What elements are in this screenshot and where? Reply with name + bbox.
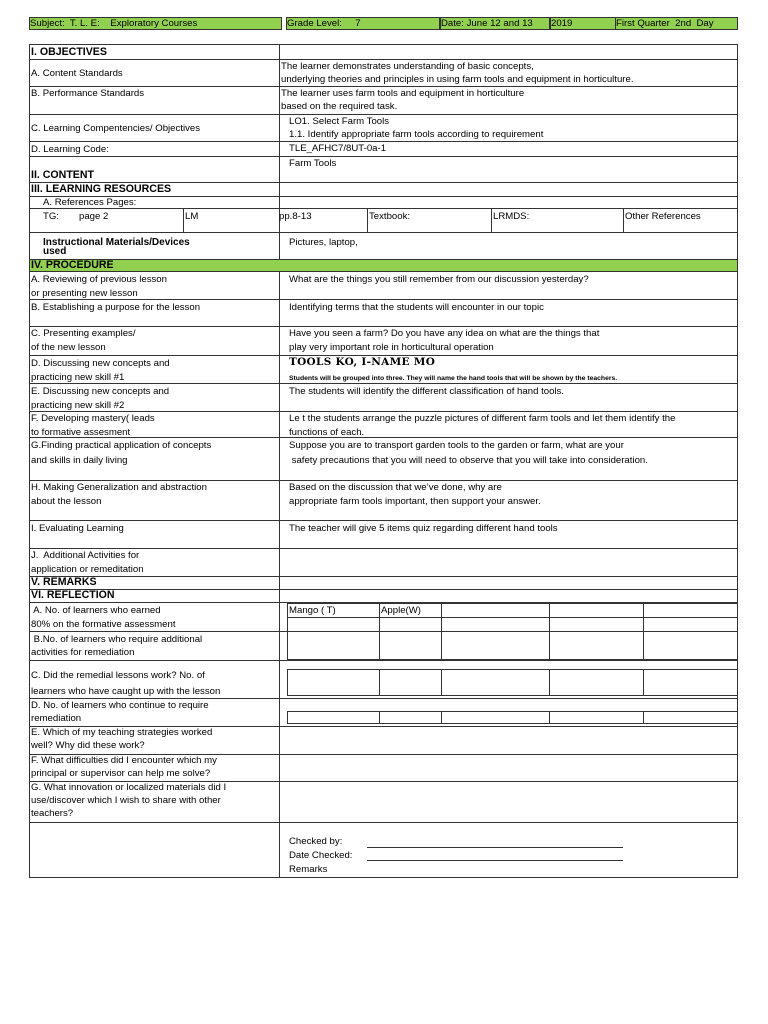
proc-b-label: B. Establishing a purpose for the lesson — [31, 302, 201, 313]
materials-value: Pictures, laptop, — [289, 237, 358, 248]
content-standards-label: A. Content Standards — [31, 68, 123, 79]
checked-by-line — [367, 847, 623, 848]
proc-c-label-2: of the new lesson — [31, 342, 106, 353]
competencies-text-2: 1.1. Identify appropriate farm tools according to requirement — [289, 129, 544, 140]
proc-f-label-2: to formative assesment — [31, 427, 131, 438]
tg-value: page 2 — [79, 211, 109, 222]
proc-e-value: The students will identify the different classification of hand tools. — [289, 386, 564, 397]
column-divider — [279, 44, 280, 878]
performance-label: B. Performance Standards — [31, 88, 145, 99]
proc-c-value-1: Have you seen a farm? Do you have any idea on what are the things that — [289, 328, 600, 339]
competencies-label: C. Learning Compentencies/ Objectives — [31, 123, 201, 134]
refl-c-label-2: learners who have caught up with the lesson — [31, 686, 221, 697]
proc-h-label-1: H. Making Generalization and abstraction — [31, 482, 207, 493]
refl-g-label-3: teachers? — [31, 808, 74, 819]
remarks-heading: V. REMARKS — [31, 576, 97, 588]
proc-g-label-2: and skills in daily living — [31, 455, 128, 466]
lm-value: pp.8-13 — [279, 211, 312, 222]
section-apple: Apple(W) — [381, 605, 421, 616]
header-grade — [286, 17, 440, 30]
resources-heading: III. LEARNING RESOURCES — [31, 183, 172, 195]
proc-e-label-1: E. Discussing new concepts and — [31, 386, 170, 397]
performance-text-2: based on the required task. — [281, 101, 398, 112]
code-value: TLE_AFHC7/8UT-0a-1 — [289, 143, 387, 154]
date-checked-line — [367, 860, 623, 861]
refl-e-label-2: well? Why did these work? — [31, 740, 145, 751]
competencies-text-1: LO1. Select Farm Tools — [289, 116, 390, 127]
proc-e-label-2: practicing new skill #2 — [31, 400, 125, 411]
reflection-grid-d — [287, 711, 738, 724]
refl-a-label-2: 80% on the formative assessment — [31, 619, 176, 630]
tg-label: TG: — [43, 211, 59, 222]
proc-g-value-2: safety precautions that you will need to observe that you will take into consideration. — [289, 455, 648, 466]
proc-d-activity-text: Students will be grouped into three. They will name the hand tools that will be shown by the teachers. — [289, 375, 618, 382]
refl-a-label-1: A. No. of learners who earned — [31, 605, 161, 616]
proc-g-value-1: Suppose you are to transport garden tools to the garden or farm, what are your — [289, 440, 624, 451]
materials-label-1: Instructional Materials/Devices — [43, 237, 190, 248]
subject-text: Subject: T. L. E: Exploratory Courses — [30, 18, 198, 29]
proc-c-value-2: play very important role in horticultural operation — [289, 342, 494, 353]
proc-h-label-2: about the lesson — [31, 496, 102, 507]
header-year — [550, 17, 616, 30]
section-mango: Mango ( T) — [289, 605, 336, 616]
proc-j-label-2: application or remeditation — [31, 564, 144, 575]
header-date — [440, 17, 550, 30]
proc-h-value-2: appropriate farm tools important, then support your answer. — [289, 496, 541, 507]
textbook-label: Textbook: — [369, 211, 411, 222]
proc-d-label-2: practicing new skill #1 — [31, 372, 125, 383]
refl-d-label-2: remediation — [31, 713, 82, 724]
refl-g-label-2: use/discover which I wish to share with other — [31, 795, 221, 806]
remarks-label: Remarks — [289, 864, 328, 875]
refl-c-label-1: C. Did the remedial lessons work? No. of — [31, 670, 205, 681]
proc-d-label-1: D. Discussing new concepts and — [31, 358, 170, 369]
proc-a-label-2: or presenting new lesson — [31, 288, 138, 299]
reflection-grid-a — [287, 603, 738, 660]
lm-label: LM — [185, 211, 199, 222]
lrmds-label: LRMDS: — [493, 211, 530, 222]
other-references-label: Other References — [625, 211, 701, 222]
checked-by-label: Checked by: — [289, 836, 343, 847]
refl-b-label-1: B.No. of learners who require additional — [31, 634, 203, 645]
refl-f-label-1: F. What difficulties did I encounter which my — [31, 755, 217, 766]
procedure-heading: IV. PROCEDURE — [31, 259, 114, 271]
date-text: Date: June 12 and 13 — [441, 18, 533, 29]
grade-text: Grade Level: 7 — [287, 18, 361, 29]
proc-f-value-1: Le t the students arrange the puzzle pictures of different farm tools and let them identify the — [289, 413, 676, 424]
proc-j-label-1: J. Additional Activities for — [31, 550, 140, 561]
header-subject — [29, 17, 282, 30]
header-quarter — [616, 17, 738, 30]
refl-d-label-1: D. No. of learners who continue to require — [31, 700, 209, 711]
date-checked-label: Date Checked: — [289, 850, 353, 861]
references-label: A. References Pages: — [43, 197, 137, 208]
proc-b-value: Identifying terms that the students will encounter in our topic — [289, 302, 544, 313]
proc-d-activity-title: TOOLS KO, I-NAME MO — [289, 356, 436, 368]
refl-e-label-1: E. Which of my teaching strategies worked — [31, 727, 213, 738]
content-standards-text-2: underlying theories and principles in using farm tools and equipment in horticulture. — [281, 74, 634, 85]
proc-a-value: What are the things you still remember from our discussion yesterday? — [289, 274, 589, 285]
code-label: D. Learning Code: — [31, 144, 109, 155]
quarter-text: First Quarter 2nd Day — [616, 18, 714, 29]
year-text: 2019 — [551, 18, 573, 29]
materials-label-2: used — [43, 246, 67, 257]
proc-g-label-1: G.Finding practical application of concepts — [31, 440, 212, 451]
procedure-header-bar — [30, 259, 737, 271]
content-heading: II. CONTENT — [31, 169, 94, 181]
performance-text-1: The learner uses farm tools and equipment in horticulture — [281, 88, 525, 99]
proc-c-label-1: C. Presenting examples/ — [31, 328, 136, 339]
content-value: Farm Tools — [289, 158, 337, 169]
proc-i-value: The teacher will give 5 items quiz regarding different hand tools — [289, 523, 558, 534]
refl-g-label-1: G. What innovation or localized materials did I — [31, 782, 227, 793]
reflection-grid-c — [287, 669, 738, 696]
objectives-heading: I. OBJECTIVES — [31, 46, 107, 58]
proc-i-label: I. Evaluating Learning — [31, 523, 124, 534]
proc-h-value-1: Based on the discussion that we’ve done, why are — [289, 482, 502, 493]
reflection-heading: VI. REFLECTION — [31, 589, 115, 601]
refl-f-label-2: principal or supervisor can help me solve? — [31, 768, 211, 779]
proc-a-label-1: A. Reviewing of previous lesson — [31, 274, 167, 285]
content-standards-text-1: The learner demonstrates understanding of basic concepts, — [281, 61, 534, 72]
proc-f-label-1: F. Developing mastery( leads — [31, 413, 155, 424]
proc-f-value-2: functions of each. — [289, 427, 365, 438]
refl-b-label-2: activities for remediation — [31, 647, 135, 658]
